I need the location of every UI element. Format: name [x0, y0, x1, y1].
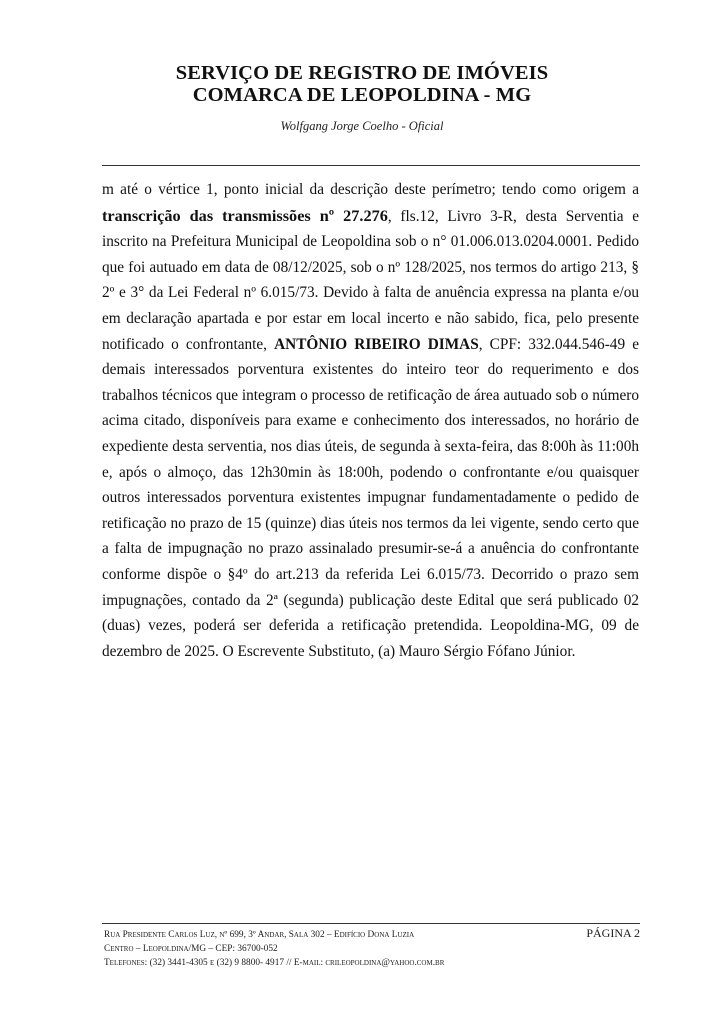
edital-body	[102, 177, 639, 664]
office-title: SERVIÇO DE REGISTRO DE IMÓVEIS	[175, 62, 549, 84]
neighbor-name: ANTÔNIO RIBEIRO DIMAS	[274, 335, 479, 353]
transcription-reference: transcrição das transmissões nº 27.276	[102, 205, 388, 225]
body-text-part-2: , fls.12, Livro 3-R, desta Serventia e inscrito na Prefeitura Municipal de Leopoldina sob o n° 01.006.013.0204.0001. Pedido que foi autuado em data de 08/12/2025, sob o nº 128/2025, nos termos do artigo 213, § 2º e 3° da Lei Federal nº 6.015/73. Devido à falta de anuência expressa na planta e/ou em declaração apartada e por estar em local incerto e não sabido, fica, pelo presente notificado o confrontante,	[102, 207, 639, 353]
footer-address: Rua Presidente Carlos Luz, nº 699, 3º Andar, Sala 302 – Edifício Dona Luzia	[104, 930, 415, 940]
document-header	[0, 62, 724, 134]
comarca-title: COMARCA DE LEOPOLDINA - MG	[192, 84, 532, 106]
footer-city: Centro – Leopoldina/MG – CEP: 36700-052	[104, 943, 278, 954]
body-text-part-1: m até o vértice 1, ponto inicial da descrição deste perímetro; tendo como origem a	[102, 181, 639, 198]
official-name: Wolfgang Jorge Coelho - Oficial	[280, 119, 444, 133]
body-text-part-3: , CPF: 332.044.546-49 e demais interessados porventura existentes do inteiro teor do requerimento e dos trabalhos técnicos que integram o processo de retificação de área autuado sob o número acima citado, disponíveis para exame e conhecimento dos interessados, no horário de expediente desta serventia, nos dias úteis, de segunda à sexta-feira, das 8:00h às 11:00h e, após o almoço, das 12h30min às 18:00h, podendo o confrontante e/ou quaisquer outros interessados porventura existentes impugnar fundamentadamente o pedido de retificação no prazo de 15 (quinze) dias úteis nos termos da lei vigente, sendo certo que a falta de impugnação no prazo assinalado presumir-se-á a anuência do confrontante conforme dispõe o §4º do art.213 da referida Lei 6.015/73. Decorrido o prazo sem impugnações, contado da 2ª (segunda) publicação deste Edital que será publicado 02 (duas) vezes, poderá ser deferida a retificação pretendida. Leopoldina-MG, 09 de dezembro de 2025. O Escrevente Substituto, (a) Mauro Sérgio Fófano Júnior.	[102, 335, 639, 660]
document-footer	[104, 926, 640, 970]
header-divider	[102, 165, 640, 166]
footer-contact: Telefones: (32) 3441-4305 e (32) 9 8800- 4917 // E-mail: crileopoldina@yahoo.com.br	[104, 957, 445, 968]
footer-divider	[102, 923, 640, 924]
page-number: PÁGINA 2	[586, 926, 640, 940]
